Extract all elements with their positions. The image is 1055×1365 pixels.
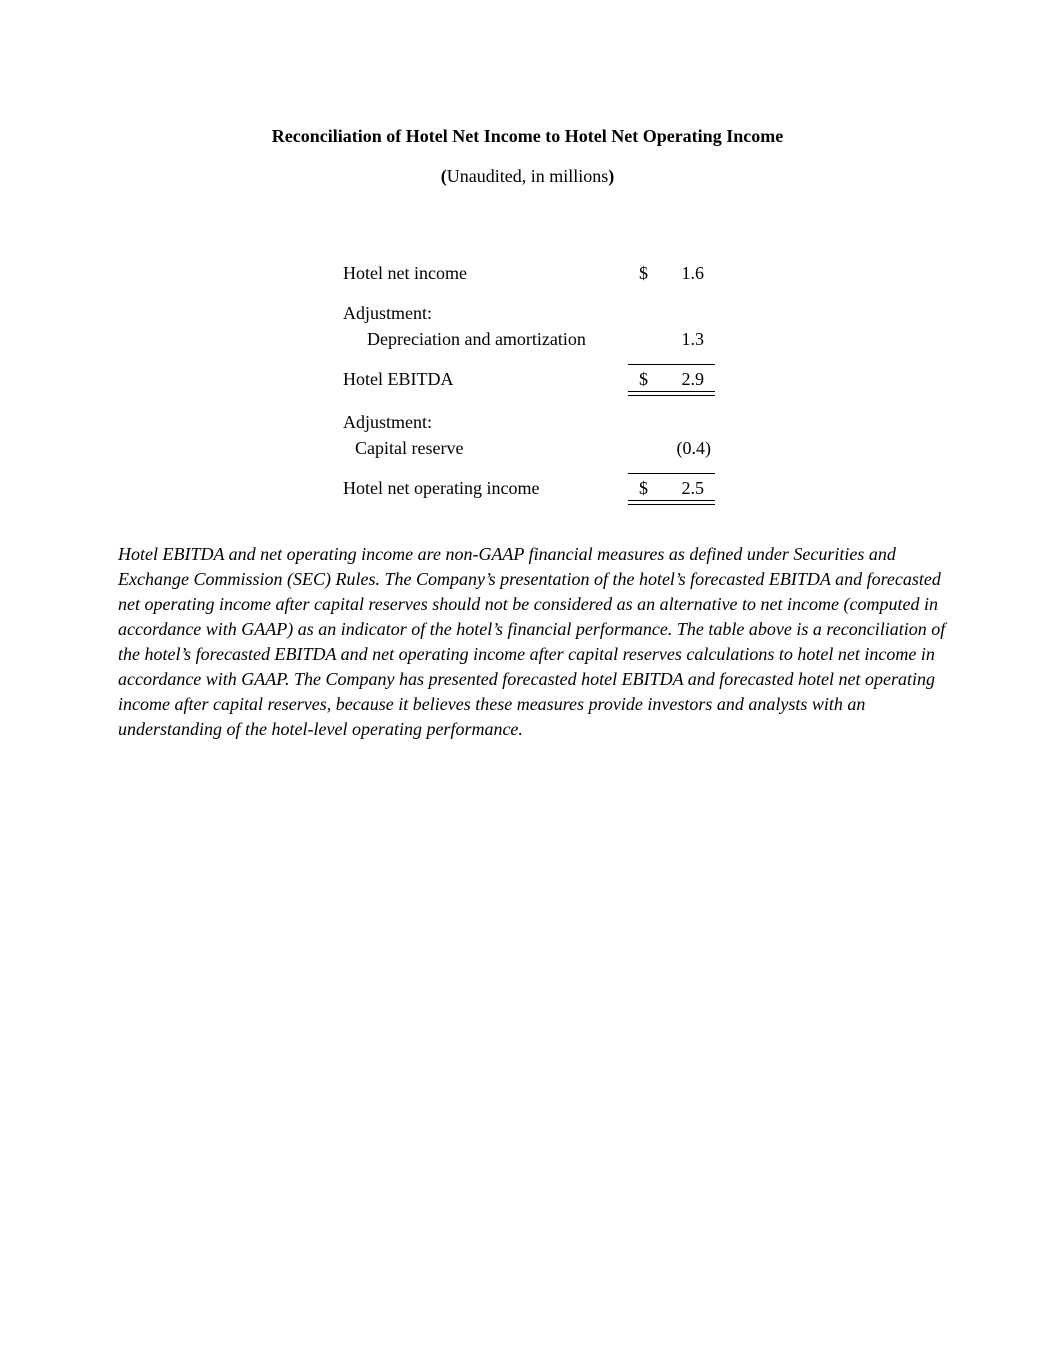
table-row-depreciation — [343, 327, 723, 351]
subtitle-close-paren: ) — [608, 166, 615, 186]
table-row-hotel-net-operating-income — [343, 476, 723, 500]
subtotal-rule — [628, 364, 715, 365]
page-title: Reconciliation of Hotel Net Income to Hotel Net Operating Income — [271, 126, 784, 146]
page-subtitle — [0, 164, 1055, 188]
row-amount: 2.9 — [681, 369, 704, 389]
currency-symbol: $ — [639, 478, 648, 498]
row-amount: 1.6 — [681, 263, 704, 283]
currency-symbol: $ — [639, 369, 648, 389]
row-label: Adjustment: — [343, 303, 432, 323]
row-label: Hotel net operating income — [343, 478, 540, 498]
row-label: Hotel EBITDA — [343, 369, 454, 389]
subtotal-rule — [628, 473, 715, 474]
table-row-adjustment-heading — [343, 410, 723, 434]
row-label: Depreciation and amortization — [367, 329, 586, 349]
row-amount: 1.3 — [681, 329, 704, 349]
row-label: Adjustment: — [343, 412, 432, 432]
row-amount: (0.4) — [676, 438, 711, 458]
subtitle-open-paren: ( — [440, 166, 447, 186]
table-row-adjustment-heading — [343, 301, 723, 325]
row-label: Capital reserve — [355, 438, 464, 458]
table-row-hotel-net-income — [343, 261, 723, 285]
table-row-hotel-ebitda — [343, 367, 723, 391]
table-row-capital-reserve — [343, 436, 723, 460]
currency-symbol: $ — [639, 263, 648, 283]
row-label: Hotel net income — [343, 263, 467, 283]
total-double-rule — [628, 500, 715, 505]
row-amount: 2.5 — [681, 478, 704, 498]
footnote-paragraph: Hotel EBITDA and net operating income are non-GAAP financial measures as defined under Securities and Exchange Commission (SEC) Rules. The Company’s presentation of the hotel’s forecasted EBITDA and forecasted net operating income after capital reserves should not be considered as an alternative to net income (computed in accordance with GAAP) as an indicator of the hotel’s financial performance. The table above is a reconciliation of the hotel’s forecasted EBITDA and net operating income after capital reserves calculations to hotel net income in accordance with GAAP. The Company has presented forecasted hotel EBITDA and forecasted hotel net operating income after capital reserves, because it believes these measures provide investors and analysts with an understanding of the hotel-level operating performance. — [118, 544, 946, 739]
total-double-rule — [628, 391, 715, 396]
subtitle-text: Unaudited, in millions — [446, 166, 609, 186]
